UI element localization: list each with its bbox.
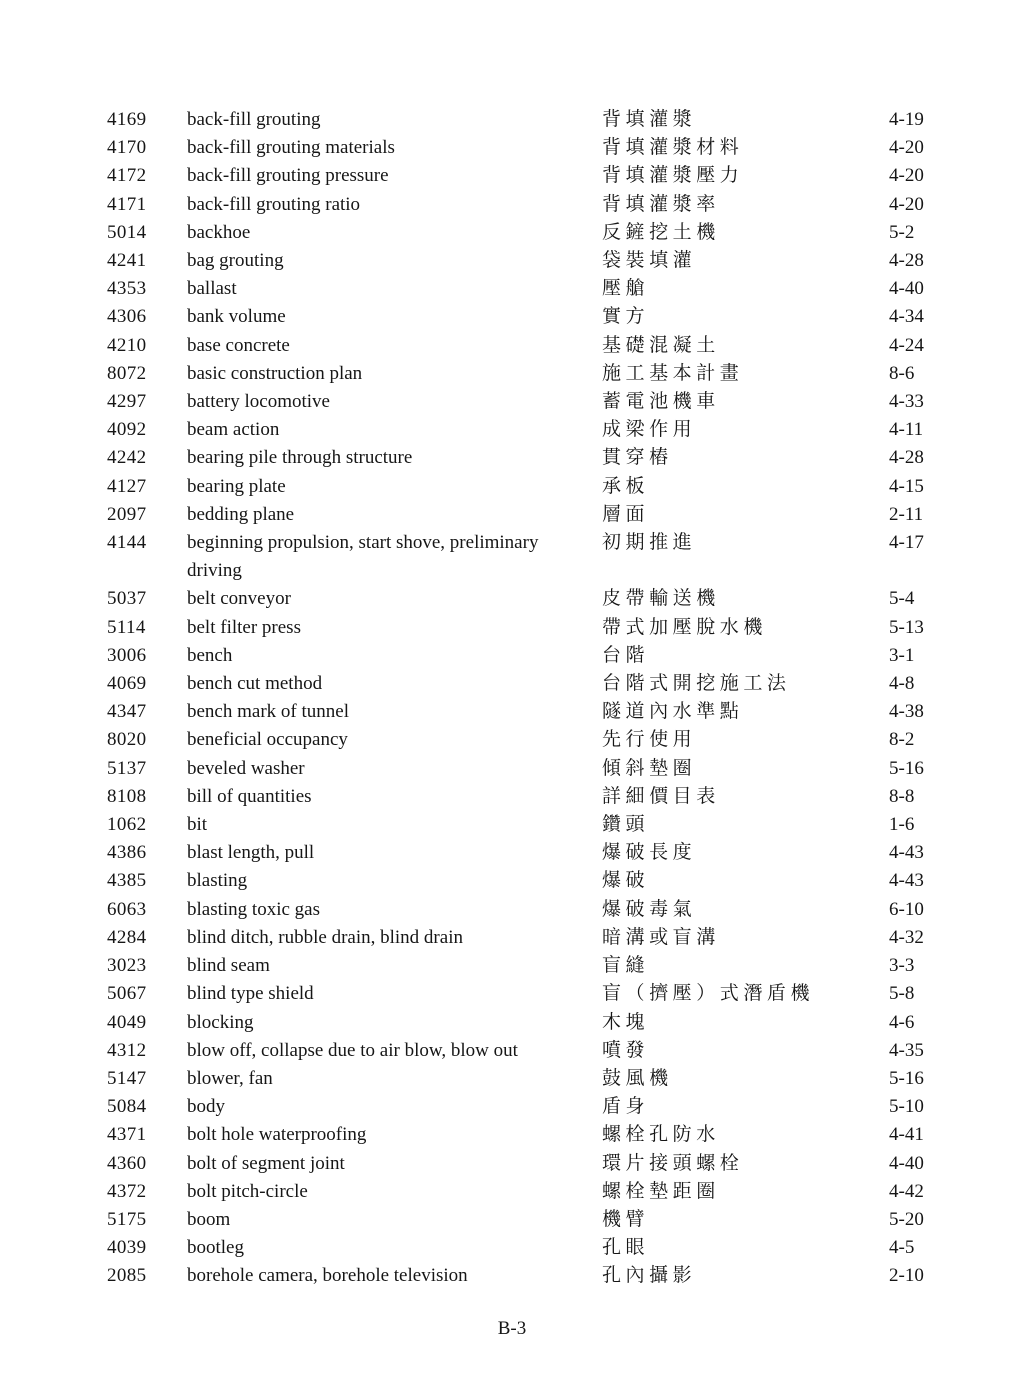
term-id: 3023	[107, 955, 147, 977]
term-id: 4127	[107, 475, 147, 497]
table-row	[107, 529, 967, 585]
term-english: boom	[187, 1208, 231, 1230]
table-row	[107, 924, 967, 952]
page-reference: 4-20	[889, 137, 924, 159]
term-id: 4170	[107, 137, 147, 159]
term-id: 4210	[107, 334, 147, 356]
table-row	[107, 134, 967, 162]
table-row	[107, 1065, 967, 1093]
term-english: body	[187, 1096, 225, 1118]
page-reference: 8-8	[889, 785, 915, 807]
term-english: blasting	[187, 870, 248, 892]
term-id: 4360	[107, 1152, 147, 1174]
page-reference: 4-32	[889, 926, 924, 948]
term-english: beveled washer	[187, 757, 305, 779]
table-row	[107, 219, 967, 247]
term-chinese: 爆破	[602, 870, 650, 892]
term-chinese: 帶式加壓脫水機	[602, 616, 767, 638]
term-chinese: 蓄電池機車	[602, 391, 720, 413]
page-reference: 4-28	[889, 447, 924, 469]
term-english: back-fill grouting ratio	[187, 193, 361, 215]
page-reference: 5-16	[889, 757, 924, 779]
term-chinese: 皮帶輸送機	[602, 588, 720, 610]
term-chinese: 傾斜墊圈	[602, 757, 697, 779]
term-chinese: 隧道內水準點	[602, 701, 744, 723]
term-id: 8020	[107, 729, 147, 751]
term-english: blind type shield	[187, 983, 314, 1005]
page-reference: 4-34	[889, 306, 924, 328]
table-row	[107, 1262, 967, 1290]
page-reference: 5-4	[889, 588, 915, 610]
table-row	[107, 1093, 967, 1121]
term-english: base concrete	[187, 334, 290, 356]
page-reference: 4-43	[889, 870, 924, 892]
page-reference: 4-17	[889, 532, 924, 554]
term-id: 5137	[107, 757, 147, 779]
term-english: beam action	[187, 419, 280, 441]
table-row	[107, 247, 967, 275]
term-id: 4297	[107, 391, 147, 413]
page-reference: 4-35	[889, 1039, 924, 1061]
term-english: bench mark of tunnel	[187, 701, 349, 723]
page-reference: 4-43	[889, 842, 924, 864]
term-chinese: 壓艙	[602, 278, 650, 300]
table-row	[107, 1234, 967, 1262]
term-english: bolt hole waterproofing	[187, 1124, 367, 1146]
table-row	[107, 162, 967, 190]
term-english: blasting toxic gas	[187, 898, 320, 920]
term-chinese: 層面	[602, 503, 650, 525]
term-id: 4172	[107, 165, 147, 187]
term-english: bag grouting	[187, 250, 284, 272]
page-reference: 4-42	[889, 1180, 924, 1202]
table-row	[107, 191, 967, 219]
page-reference: 2-10	[889, 1265, 924, 1287]
term-id: 4144	[107, 532, 147, 554]
term-english: bearing pile through structure	[187, 447, 413, 469]
term-chinese: 螺栓孔防水	[602, 1124, 720, 1146]
term-id: 5147	[107, 1067, 147, 1089]
term-id: 4371	[107, 1124, 147, 1146]
term-chinese: 鑽頭	[602, 814, 650, 836]
table-row	[107, 585, 967, 613]
term-id: 4169	[107, 109, 147, 130]
term-id: 1062	[107, 814, 147, 836]
table-row	[107, 416, 967, 444]
page-reference: 2-11	[889, 503, 924, 525]
table-row	[107, 726, 967, 754]
page-reference: 4-38	[889, 701, 924, 723]
table-row	[107, 783, 967, 811]
term-chinese: 孔內攝影	[602, 1265, 697, 1287]
term-chinese: 貫穿樁	[602, 447, 673, 469]
page-reference: 4-24	[889, 334, 924, 356]
term-chinese: 螺栓墊距圈	[602, 1180, 720, 1202]
term-id: 5037	[107, 588, 147, 610]
table-row	[107, 303, 967, 331]
term-english: bill of quantities	[187, 785, 312, 807]
term-chinese: 施工基本計畫	[602, 362, 744, 384]
term-id: 4347	[107, 701, 147, 723]
glossary-table	[107, 106, 967, 1291]
term-chinese: 反鏟挖土機	[602, 221, 720, 243]
term-id: 4069	[107, 673, 147, 695]
term-english: backhoe	[187, 221, 251, 243]
term-english: basic construction plan	[187, 362, 363, 384]
term-chinese: 成梁作用	[602, 419, 697, 441]
term-id: 5175	[107, 1208, 147, 1230]
table-row	[107, 106, 967, 134]
table-row	[107, 642, 967, 670]
term-english: ballast	[187, 278, 237, 300]
table-row	[107, 755, 967, 783]
term-chinese: 孔眼	[602, 1237, 650, 1259]
page-reference: 4-15	[889, 475, 924, 497]
term-english: bolt pitch-circle	[187, 1180, 308, 1202]
term-chinese: 基礎混凝土	[602, 334, 720, 356]
table-row	[107, 980, 967, 1008]
page-reference: 4-8	[889, 673, 915, 695]
page-reference: 5-16	[889, 1067, 924, 1089]
term-chinese: 先行使用	[602, 729, 697, 751]
term-id: 2085	[107, 1265, 147, 1287]
term-english: bootleg	[187, 1237, 244, 1259]
term-id: 4242	[107, 447, 147, 469]
term-english: blind ditch, rubble drain, blind drain	[187, 926, 463, 948]
term-english: bedding plane	[187, 503, 295, 525]
table-row	[107, 275, 967, 303]
term-id: 8072	[107, 362, 147, 384]
table-row	[107, 473, 967, 501]
page-reference: 4-5	[889, 1237, 915, 1259]
term-english: bit	[187, 814, 208, 836]
term-chinese: 背填灌漿率	[602, 193, 720, 215]
page-reference: 5-13	[889, 616, 924, 638]
page-reference: 6-10	[889, 898, 924, 920]
page-reference: 8-6	[889, 362, 915, 384]
term-chinese: 爆破長度	[602, 842, 697, 864]
term-id: 4039	[107, 1237, 147, 1259]
page-reference: 4-41	[889, 1124, 924, 1146]
table-row	[107, 1178, 967, 1206]
term-english: blow off, collapse due to air blow, blow out	[187, 1039, 518, 1061]
term-english: back-fill grouting pressure	[187, 165, 389, 187]
term-english: bearing plate	[187, 475, 286, 497]
page-reference: 5-2	[889, 221, 915, 243]
term-chinese: 鼓風機	[602, 1067, 673, 1089]
term-id: 4092	[107, 419, 147, 441]
term-id: 5114	[107, 616, 146, 638]
table-row	[107, 1009, 967, 1037]
term-english: bolt of segment joint	[187, 1152, 345, 1174]
page-reference: 5-20	[889, 1208, 924, 1230]
term-chinese: 台階式開挖施工法	[602, 673, 791, 695]
term-chinese: 盲縫	[602, 955, 650, 977]
table-row	[107, 501, 967, 529]
table-row	[107, 332, 967, 360]
term-id: 3006	[107, 644, 147, 666]
term-english: blower, fan	[187, 1067, 273, 1089]
term-chinese: 木塊	[602, 1011, 650, 1033]
page-reference: 4-11	[889, 419, 924, 441]
term-id: 4171	[107, 193, 147, 215]
term-english: bench cut method	[187, 673, 323, 695]
term-id: 5014	[107, 221, 147, 243]
page-reference: 4-33	[889, 391, 924, 413]
term-english: back-fill grouting	[187, 109, 321, 130]
term-id: 4312	[107, 1039, 147, 1061]
page-reference: 3-3	[889, 955, 915, 977]
term-chinese: 環片接頭螺栓	[602, 1152, 744, 1174]
term-chinese: 初期推進	[602, 532, 697, 554]
table-row	[107, 896, 967, 924]
table-row	[107, 670, 967, 698]
page-number: B-3	[497, 1318, 527, 1339]
table-row	[107, 952, 967, 980]
page-reference: 4-6	[889, 1011, 915, 1033]
term-english: belt conveyor	[187, 588, 291, 610]
term-chinese: 台階	[602, 644, 650, 666]
term-chinese: 背填灌漿	[602, 109, 697, 130]
page-reference: 4-40	[889, 1152, 924, 1174]
term-chinese: 機臂	[602, 1208, 650, 1230]
table-row	[107, 839, 967, 867]
term-id: 5084	[107, 1096, 147, 1118]
term-id: 4306	[107, 306, 147, 328]
table-row	[107, 1037, 967, 1065]
term-chinese: 暗溝或盲溝	[602, 926, 720, 948]
page-reference: 5-10	[889, 1096, 924, 1118]
term-english: beneficial occupancy	[187, 729, 348, 751]
page-reference: 4-20	[889, 165, 924, 187]
term-id: 4241	[107, 250, 147, 272]
table-row	[107, 444, 967, 472]
term-english: belt filter press	[187, 616, 301, 638]
page-reference: 4-19	[889, 109, 924, 130]
term-id: 4372	[107, 1180, 147, 1202]
term-chinese: 袋裝填灌	[602, 250, 697, 272]
term-chinese: 盾身	[602, 1096, 650, 1118]
table-row	[107, 1206, 967, 1234]
term-chinese: 承板	[602, 475, 650, 497]
term-chinese: 背填灌漿壓力	[602, 165, 744, 187]
term-id: 4284	[107, 926, 147, 948]
term-english: beginning propulsion, start shove, preliminary driving	[187, 532, 539, 582]
table-row	[107, 614, 967, 642]
term-id: 2097	[107, 503, 147, 525]
term-english: blast length, pull	[187, 842, 315, 864]
term-id: 4353	[107, 278, 147, 300]
term-chinese: 盲（擠壓）式潛盾機	[602, 983, 815, 1005]
term-english: bench	[187, 644, 233, 666]
term-english: battery locomotive	[187, 391, 330, 413]
term-chinese: 詳細價目表	[602, 785, 720, 807]
table-row	[107, 388, 967, 416]
page-reference: 1-6	[889, 814, 915, 836]
page-reference: 4-40	[889, 278, 924, 300]
page-reference: 3-1	[889, 644, 915, 666]
term-english: back-fill grouting materials	[187, 137, 395, 159]
term-id: 4386	[107, 842, 147, 864]
term-id: 6063	[107, 898, 147, 920]
table-row	[107, 811, 967, 839]
term-english: blind seam	[187, 955, 270, 977]
page-reference: 4-28	[889, 250, 924, 272]
term-id: 4049	[107, 1011, 147, 1033]
page-reference: 8-2	[889, 729, 915, 751]
term-english: bank volume	[187, 306, 286, 328]
table-row	[107, 360, 967, 388]
term-id: 8108	[107, 785, 147, 807]
table-row	[107, 1150, 967, 1178]
page-reference: 4-20	[889, 193, 924, 215]
table-row	[107, 698, 967, 726]
page-reference: 5-8	[889, 983, 915, 1005]
term-chinese: 背填灌漿材料	[602, 137, 744, 159]
term-chinese: 實方	[602, 306, 650, 328]
term-chinese: 噴發	[602, 1039, 650, 1061]
table-row	[107, 1121, 967, 1149]
term-id: 4385	[107, 870, 147, 892]
term-english: borehole camera, borehole television	[187, 1265, 468, 1287]
term-chinese: 爆破毒氣	[602, 898, 697, 920]
term-english: blocking	[187, 1011, 254, 1033]
table-row	[107, 867, 967, 895]
term-id: 5067	[107, 983, 147, 1005]
